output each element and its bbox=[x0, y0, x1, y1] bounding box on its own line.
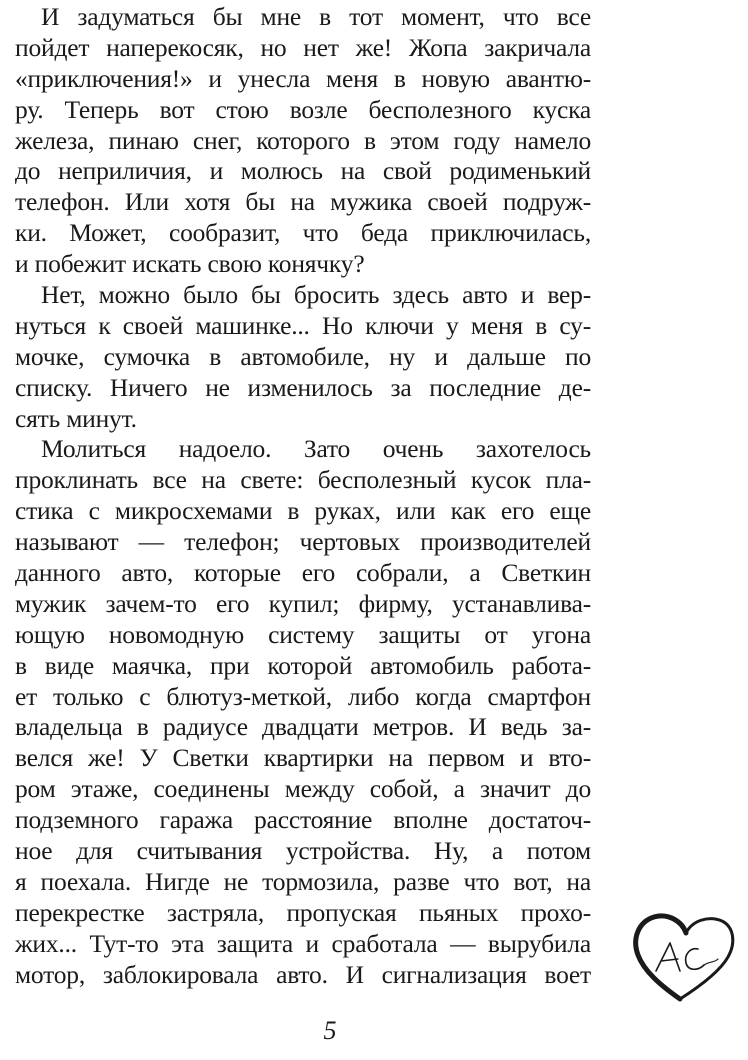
text-line: я поехала. Нигде не тормозила, разве что вот, на bbox=[15, 866, 591, 896]
text-line: до неприличия, и молюсь на свой родименький bbox=[15, 156, 591, 186]
text-line: стика с микросхемами в руках, или как его еще bbox=[15, 496, 591, 526]
text-line: пойдет наперекосяк, но нет же! Жопа закричала bbox=[15, 32, 591, 62]
text-line: нуться к своей машинке... Но ключи у меня в су- bbox=[15, 310, 591, 340]
text-line: железа, пинаю снег, которого в этом году намело bbox=[15, 125, 591, 155]
text-line: Нет, можно было бы бросить здесь авто и вер- bbox=[41, 280, 591, 310]
text-line: проклинать все на свете: бесполезный кусок пла- bbox=[15, 465, 591, 495]
heart-monogram-icon bbox=[628, 905, 738, 1005]
text-line: ром этаже, соединены между собой, а значит до bbox=[15, 774, 591, 804]
text-line: и побежит искать свою конячку? bbox=[15, 249, 365, 279]
text-line: И задуматься бы мне в тот момент, что все bbox=[41, 2, 591, 31]
text-line: мотор, заблокировала авто. И сигнализация воет bbox=[15, 959, 591, 989]
text-line: ру. Теперь вот стою возле бесполезного куска bbox=[15, 94, 591, 124]
text-line: Молиться надоело. Зато очень захотелось bbox=[41, 434, 591, 464]
text-line: мочке, сумочка в автомобиле, ну и дальше по bbox=[15, 341, 591, 371]
text-line: ет только с блютуз-меткой, либо когда смартфон bbox=[15, 681, 591, 711]
text-line: жих... Тут-то эта защита и сработала — вырубила bbox=[15, 928, 591, 958]
page-number: 5 bbox=[323, 1016, 337, 1045]
text-line: велся же! У Светки квартирки на первом и вто- bbox=[15, 743, 591, 773]
text-line: сять минут. bbox=[15, 403, 137, 433]
text-line: мужик зачем-то его купил; фирму, устанавлива- bbox=[15, 588, 591, 618]
text-line: в виде маячка, при которой автомобиль работа- bbox=[15, 650, 591, 680]
text-line: «приключения!» и унесла меня в новую авантю- bbox=[15, 63, 591, 93]
text-line: ки. Может, сообразит, что беда приключилась, bbox=[15, 218, 591, 248]
text-line: перекрестке застряла, пропуская пьяных прохо- bbox=[15, 897, 591, 927]
text-line: телефон. Или хотя бы на мужика своей подруж- bbox=[15, 187, 591, 217]
text-line: ное для считывания устройства. Ну, а потом bbox=[15, 836, 591, 866]
text-line: владельца в радиусе двадцати метров. И ведь за- bbox=[15, 712, 591, 742]
text-line: ющую новомодную систему защиты от угона bbox=[15, 619, 591, 649]
text-line: называют — телефон; чертовых производителей bbox=[15, 527, 591, 557]
text-line: списку. Ничего не изменилось за последние де- bbox=[15, 372, 591, 402]
body-text bbox=[15, 2, 591, 991]
text-line: данного авто, которые его собрали, а Светкин bbox=[15, 558, 591, 588]
text-line: подземного гаража расстояние вполне достаточ- bbox=[15, 805, 591, 835]
